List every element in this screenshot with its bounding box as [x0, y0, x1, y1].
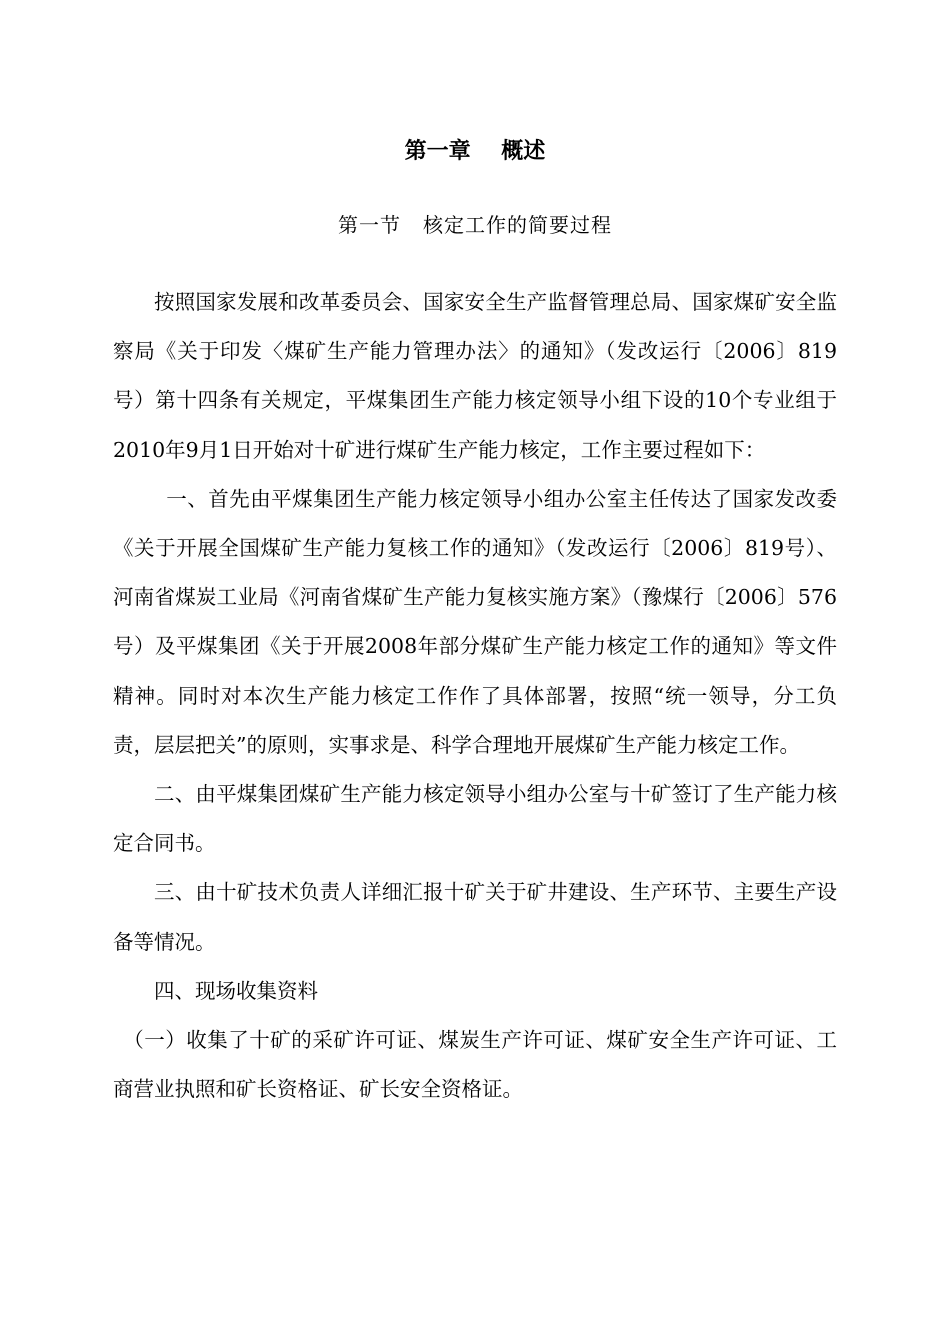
body-text	[113, 278, 837, 1114]
paragraph-step-4: 四、现场收集资料	[154, 978, 318, 1003]
paragraph-step-3: 三、由十矿技术负责人详细汇报十矿关于矿井建设、生产环节、主要生产设备等情况。	[113, 880, 837, 954]
section-title: 第一节 核定工作的简要过程	[337, 213, 613, 237]
paragraph-step-1: 一、首先由平煤集团生产能力核定领导小组办公室主任传达了国家发改委《关于开展全国煤矿生产能力复核工作的通知》（发改运行〔2006〕819号）、河南省煤炭工业局《河南省煤矿生产能力复核实施方案》（豫煤行〔2006〕576号）及平煤集团《关于开展2008年部分煤矿生产能力核定工作的通知》等文件精神。同时对本次生产能力核定工作作了具体部署，按照“统一领导，分工负责，层层把关”的原则，实事求是、科学合理地开展煤矿生产能力核定工作。	[113, 486, 837, 757]
paragraph-intro: 按照国家发展和改革委员会、国家安全生产监督管理总局、国家煤矿安全监察局《关于印发〈煤矿生产能力管理办法〉的通知》（发改运行〔2006〕819号）第十四条有关规定，平煤集团生产能力核定领导小组下设的10个专业组于2010年9月1日开始对十矿进行煤矿生产能力核定，工作主要过程如下：	[113, 290, 837, 462]
paragraph-step-4-1: （一）收集了十矿的采矿许可证、煤炭生产许可证、煤矿安全生产许可证、工商营业执照和矿长资格证、矿长安全资格证。	[113, 1028, 837, 1102]
paragraph-step-2: 二、由平煤集团煤矿生产能力核定领导小组办公室与十矿签订了生产能力核定合同书。	[113, 782, 837, 856]
chapter-title: 第一章 概述	[404, 139, 546, 164]
